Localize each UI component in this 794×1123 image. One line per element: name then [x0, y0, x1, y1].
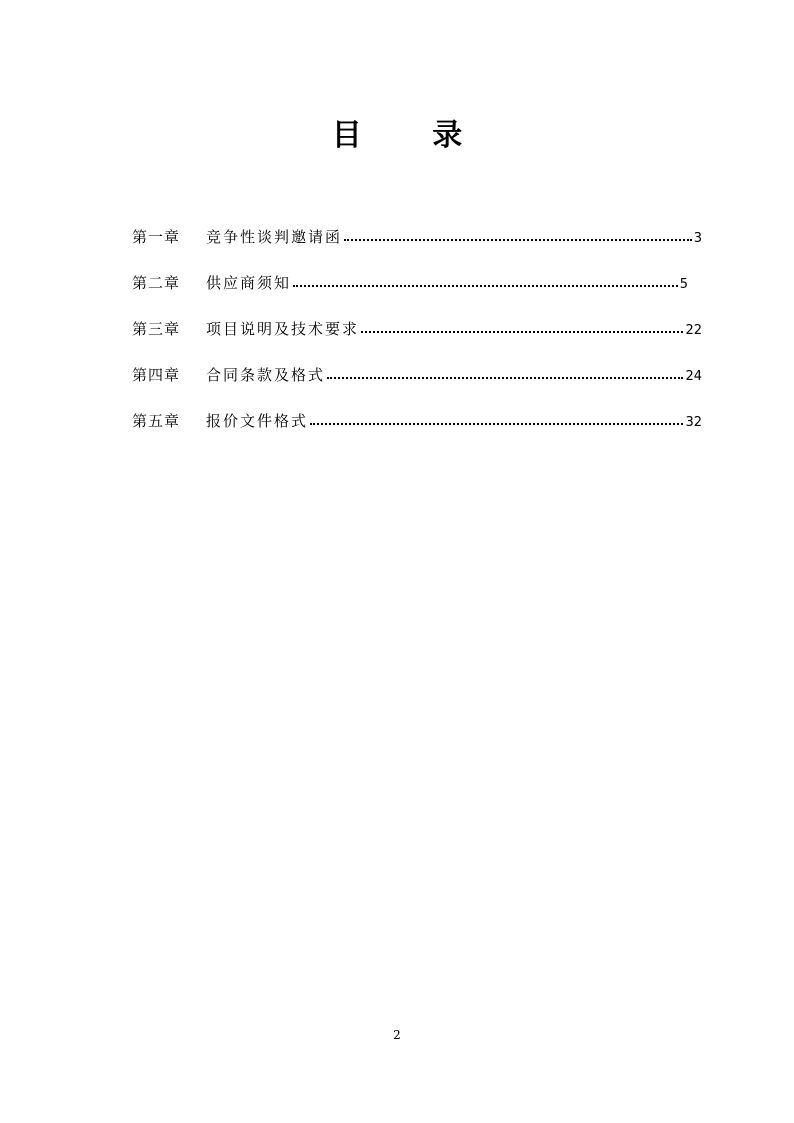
page-number: 2	[393, 1028, 401, 1042]
toc-entry-title: 供应商须知	[206, 274, 292, 292]
toc-entry	[132, 352, 702, 398]
toc-chapter-label: 第五章	[132, 412, 181, 430]
toc-dot-leader	[310, 411, 683, 431]
toc-entry	[132, 398, 702, 444]
toc-page-number: 22	[685, 322, 702, 338]
toc-entry-title: 竞争性谈判邀请函	[206, 228, 343, 246]
toc-dot-leader	[293, 273, 678, 293]
toc-entry	[132, 306, 702, 352]
toc-entry	[132, 260, 702, 306]
toc-chapter-label: 第一章	[132, 228, 181, 246]
toc-page-number: 5	[679, 276, 688, 292]
toc-dot-leader	[361, 319, 683, 339]
toc-entry	[132, 214, 702, 260]
toc-page-number: 24	[685, 368, 702, 384]
toc-chapter-label: 第四章	[132, 366, 181, 384]
toc-title: 目 录	[331, 118, 493, 153]
toc-dot-leader	[344, 227, 692, 247]
toc-entry-title: 合同条款及格式	[206, 366, 326, 384]
table-of-contents	[132, 214, 702, 444]
toc-chapter-label: 第三章	[132, 320, 181, 338]
toc-entry-title: 报价文件格式	[206, 412, 309, 430]
toc-page-number: 3	[693, 230, 702, 246]
toc-dot-leader	[327, 365, 683, 385]
toc-entry-title: 项目说明及技术要求	[206, 320, 360, 338]
toc-chapter-label: 第二章	[132, 274, 181, 292]
toc-page-number: 32	[685, 414, 702, 430]
